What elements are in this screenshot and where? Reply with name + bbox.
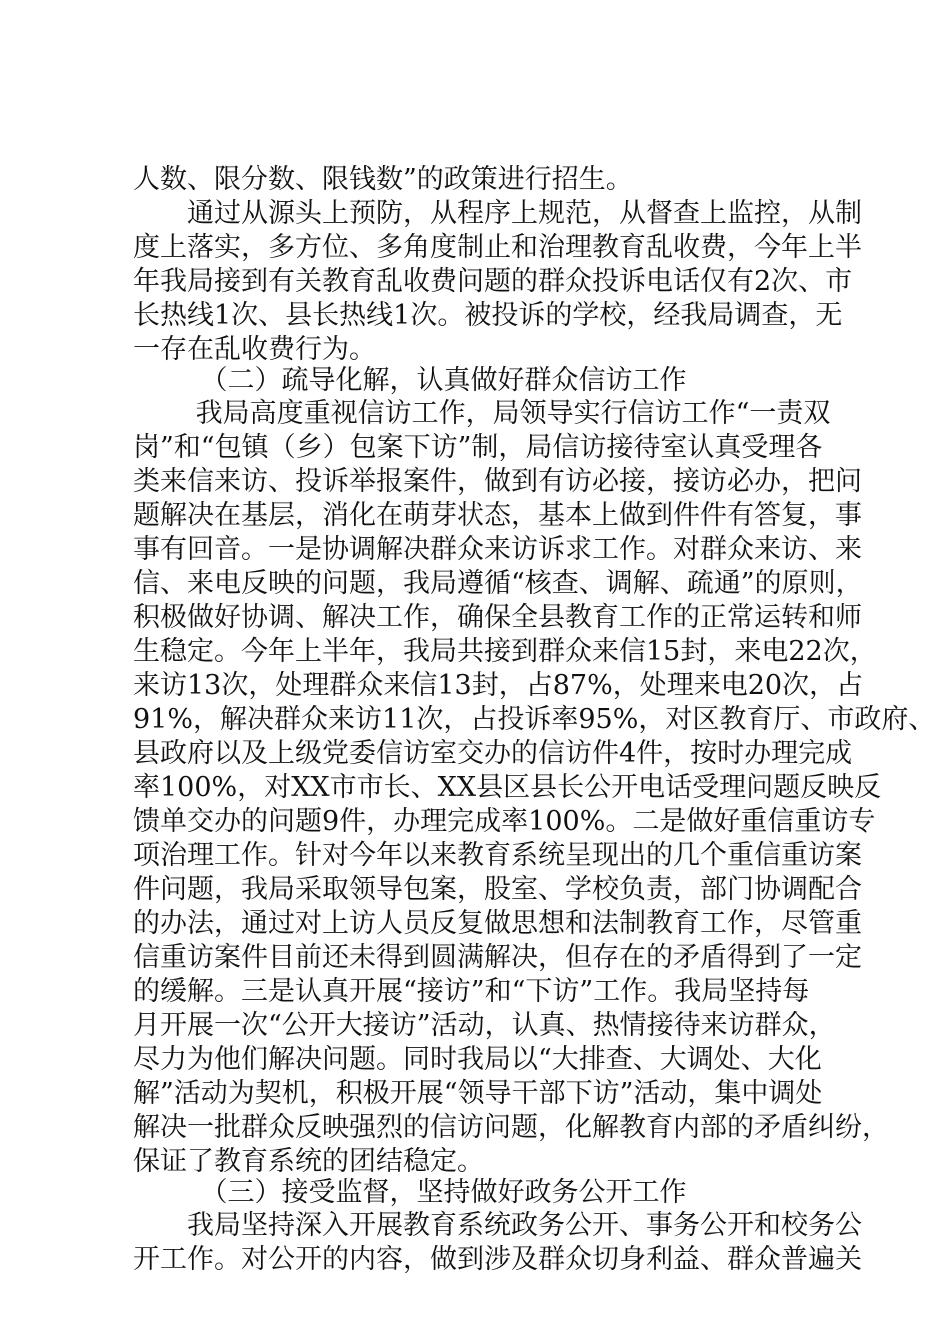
text-line: 率100%，对XX市市长、XX县区县长公开电话受理问题反映反 (133, 772, 882, 803)
text-line: 岗”和“包镇（乡）包案下访”制，局信访接待室认真受理各 (133, 432, 823, 463)
text-line: 度上落实，多方位、多角度制止和治理教育乱收费，今年上半 (133, 232, 862, 263)
text-line: 解”活动为契机，积极开展“领导干部下访”活动，集中调处 (133, 1078, 823, 1109)
text-line: 人数、限分数、限钱数”的政策进行招生。 (133, 164, 633, 195)
text-line: 91%，解决群众来访11次，占投诉率95%，对区教育厅、市政府、 (133, 704, 936, 735)
text-line: 我局高度重视信访工作，局领导实行信访工作“一责双 (133, 398, 831, 429)
text-line: 题解决在基层，消化在萌芽状态，基本上做到件件有答复，事 (133, 500, 862, 531)
text-line: 的缓解。三是认真开展“接访”和“下访”工作。我局坚持每 (133, 976, 810, 1007)
text-line: 保证了教育系统的团结稳定。 (133, 1146, 484, 1177)
text-line: 馈单交办的问题9件，办理完成率100%。二是做好重信重访专 (133, 806, 876, 837)
text-line: 类来信来访、投诉举报案件，做到有访必接，接访必办，把问 (133, 466, 862, 497)
text-line: 信重访案件目前还未得到圆满解决，但存在的矛盾得到了一定 (133, 942, 862, 973)
text-line: 项治理工作。针对今年以来教育系统呈现出的几个重信重访案 (133, 840, 862, 871)
text-line: 月开展一次“公开大接访”活动，认真、热情接待来访群众， (133, 1010, 836, 1041)
text-line: 的办法，通过对上访人员反复做思想和法制教育工作，尽管重 (133, 908, 862, 939)
text-line: 长热线1次、县长热线1次。被投诉的学校，经我局调查，无 (133, 300, 843, 331)
text-line: 一存在乱收费行为。 (133, 334, 376, 365)
text-line: 我局坚持深入开展教育系统政务公开、事务公开和校务公 (133, 1210, 862, 1241)
text-line: 年我局接到有关教育乱收费问题的群众投诉电话仅有2次、市 (133, 266, 853, 297)
text-line: 通过从源头上预防，从程序上规范，从督查上监控，从制 (133, 198, 862, 229)
text-line: 解决一批群众反映强烈的信访问题，化解教育内部的矛盾纠纷， (133, 1112, 889, 1143)
text-line: 件问题，我局采取领导包案，股室、学校负责，部门协调配合 (133, 874, 862, 905)
text-line: 生稳定。今年上半年，我局共接到群众来信15封，来电22次， (133, 636, 877, 667)
section-heading: （三）接受监督，坚持做好政务公开工作 (133, 1177, 687, 1208)
text-line: 事有回音。一是协调解决群众来访诉求工作。对群众来访、来 (133, 534, 862, 565)
text-line: 开工作。对公开的内容，做到涉及群众切身利益、群众普遍关 (133, 1244, 862, 1275)
text-line: 县政府以及上级党委信访室交办的信访件4件，按时办理完成 (133, 738, 853, 769)
text-line: 来访13次，处理群众来信13封，占87%，处理来电20次，占 (133, 670, 864, 701)
text-line: 信、来电反映的问题，我局遵循“核查、调解、疏通”的原则， (133, 568, 863, 599)
text-line: 尽力为他们解决问题。同时我局以“大排查、大调处、大化 (133, 1044, 822, 1075)
text-line: 积极做好协调、解决工作，确保全县教育工作的正常运转和师 (133, 602, 862, 633)
section-heading: （二）疏导化解，认真做好群众信访工作 (133, 365, 687, 396)
